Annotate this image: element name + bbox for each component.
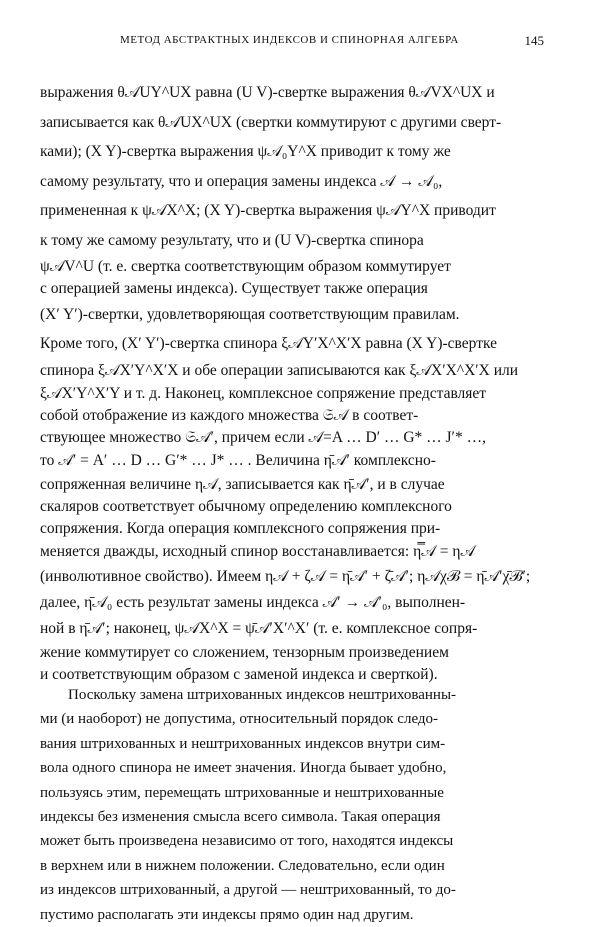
text-line: ψ𝒜V^U (т. е. свертка соответствующим образом коммутирует bbox=[40, 257, 451, 275]
text-line: далее, η̄𝒜₀ есть результат замены индекса 𝒜′ → 𝒜′₀, выполнен- bbox=[40, 593, 466, 611]
text-line: то 𝒜′ = A′ … D … G′* … J* … . Величина η̄𝒜′ комплексно- bbox=[40, 451, 436, 469]
text-line: ми (и наоборот) не допустима, относительный порядок следо- bbox=[40, 711, 439, 728]
text-line: ствующее множество 𝔖𝒜′, причем если 𝒜=A … D′ … G* … J′* …, bbox=[40, 428, 486, 446]
text-line: пользуясь этим, перемещать штрихованные и нештрихованные bbox=[40, 784, 444, 801]
text-line: ξ𝒜X′Y^X′Y и т. д. Наконец, комплексное сопряжение представляет bbox=[40, 384, 487, 402]
text-line: записывается как θ𝒜UX^UX (свертки коммутируют с другими сверт- bbox=[40, 113, 502, 131]
text-line: в верхнем или в нижнем положении. Следовательно, если один bbox=[40, 857, 445, 874]
page-number: 145 bbox=[524, 33, 544, 48]
text-line: из индексов штрихованный, а другой — нештрихованный, то до- bbox=[40, 882, 456, 899]
text-line: вания штрихованных и нештрихованных индексов внутри сим- bbox=[40, 735, 446, 752]
text-line: ной в η̄𝒜′; наконец, ψ𝒜X^X = ψ̄𝒜′X′^X′ (т. е. комплексное сопря- bbox=[40, 619, 478, 637]
paragraph-1 bbox=[40, 78, 564, 686]
text-line: ками); (X Y)-свертка выражения ψ𝒜₀Y^X приводит к тому же bbox=[40, 143, 451, 161]
text-line: выражения θ𝒜UY^UX равна (U V)-свертке выражения θ𝒜VX^UX и bbox=[40, 84, 495, 101]
text-line: сопряжения. Когда операция комплексного сопряжения при- bbox=[40, 519, 441, 537]
text-line: к тому же самому результату, что и (U V)-свертка спинора bbox=[40, 231, 424, 249]
text-line: Поскольку замена штрихованных индексов нештрихованны- bbox=[68, 687, 457, 703]
text-line: (инволютивное свойство). Имеем η𝒜 + ζ𝒜 = η̄𝒜′ + ζ̄𝒜′; η𝒜χℬ = η̄𝒜′χ̄ℬ′; bbox=[40, 567, 531, 585]
running-title: МЕТОД АБСТРАКТНЫХ ИНДЕКСОВ И СПИНОРНАЯ АЛГЕБРА bbox=[120, 34, 459, 46]
text-line: скаляров соответствует обычному определению комплексного bbox=[40, 497, 452, 515]
text-line: индексы без изменения смысла всего символа. Такая операция bbox=[40, 809, 441, 826]
text-line: и соответствующим образом с заменой индекса и сверткой). bbox=[40, 665, 438, 683]
text-line: пустимо располагать эти индексы прямо один над другим. bbox=[40, 906, 414, 923]
paragraph-2 bbox=[40, 683, 564, 927]
text-line: спинора ξ𝒜X′Y^X′X и обе операции записываются как ξ𝒜X′X^X′X или bbox=[40, 361, 519, 379]
text-line: примененная к ψ𝒜X^X; (X Y)-свертка выражения ψ𝒜Y^X приводит bbox=[40, 202, 496, 220]
text-line: сопряженная величине η𝒜, записывается как η̄𝒜′, и в случае bbox=[40, 475, 445, 493]
text-line: собой отображение из каждого множества 𝔖𝒜 в соответ- bbox=[40, 406, 419, 424]
text-line: может быть произведена независимо от того, находятся индексы bbox=[40, 833, 454, 850]
text-line: меняется дважды, исходный спинор восстанавливается: η̿𝒜 = η𝒜 bbox=[40, 542, 476, 560]
text-line: жение коммутирует со сложением, тензорным произведением bbox=[40, 643, 449, 661]
text-line: (X′ Y′)-свертки, удовлетворяющая соответствующим правилам. bbox=[40, 305, 460, 323]
text-line: вола одного спинора не имеет значения. Иногда бывает удобно, bbox=[40, 760, 447, 777]
text-line: Кроме того, (X′ Y′)-свертка спинора ξ𝒜Y′X^X′X равна (X Y)-свертке bbox=[40, 335, 498, 353]
text-line: самому результату, что и операция замены индекса 𝒜 → 𝒜₀, bbox=[40, 172, 443, 190]
text-line: с операцией замены индекса). Существует также операция bbox=[40, 279, 428, 297]
